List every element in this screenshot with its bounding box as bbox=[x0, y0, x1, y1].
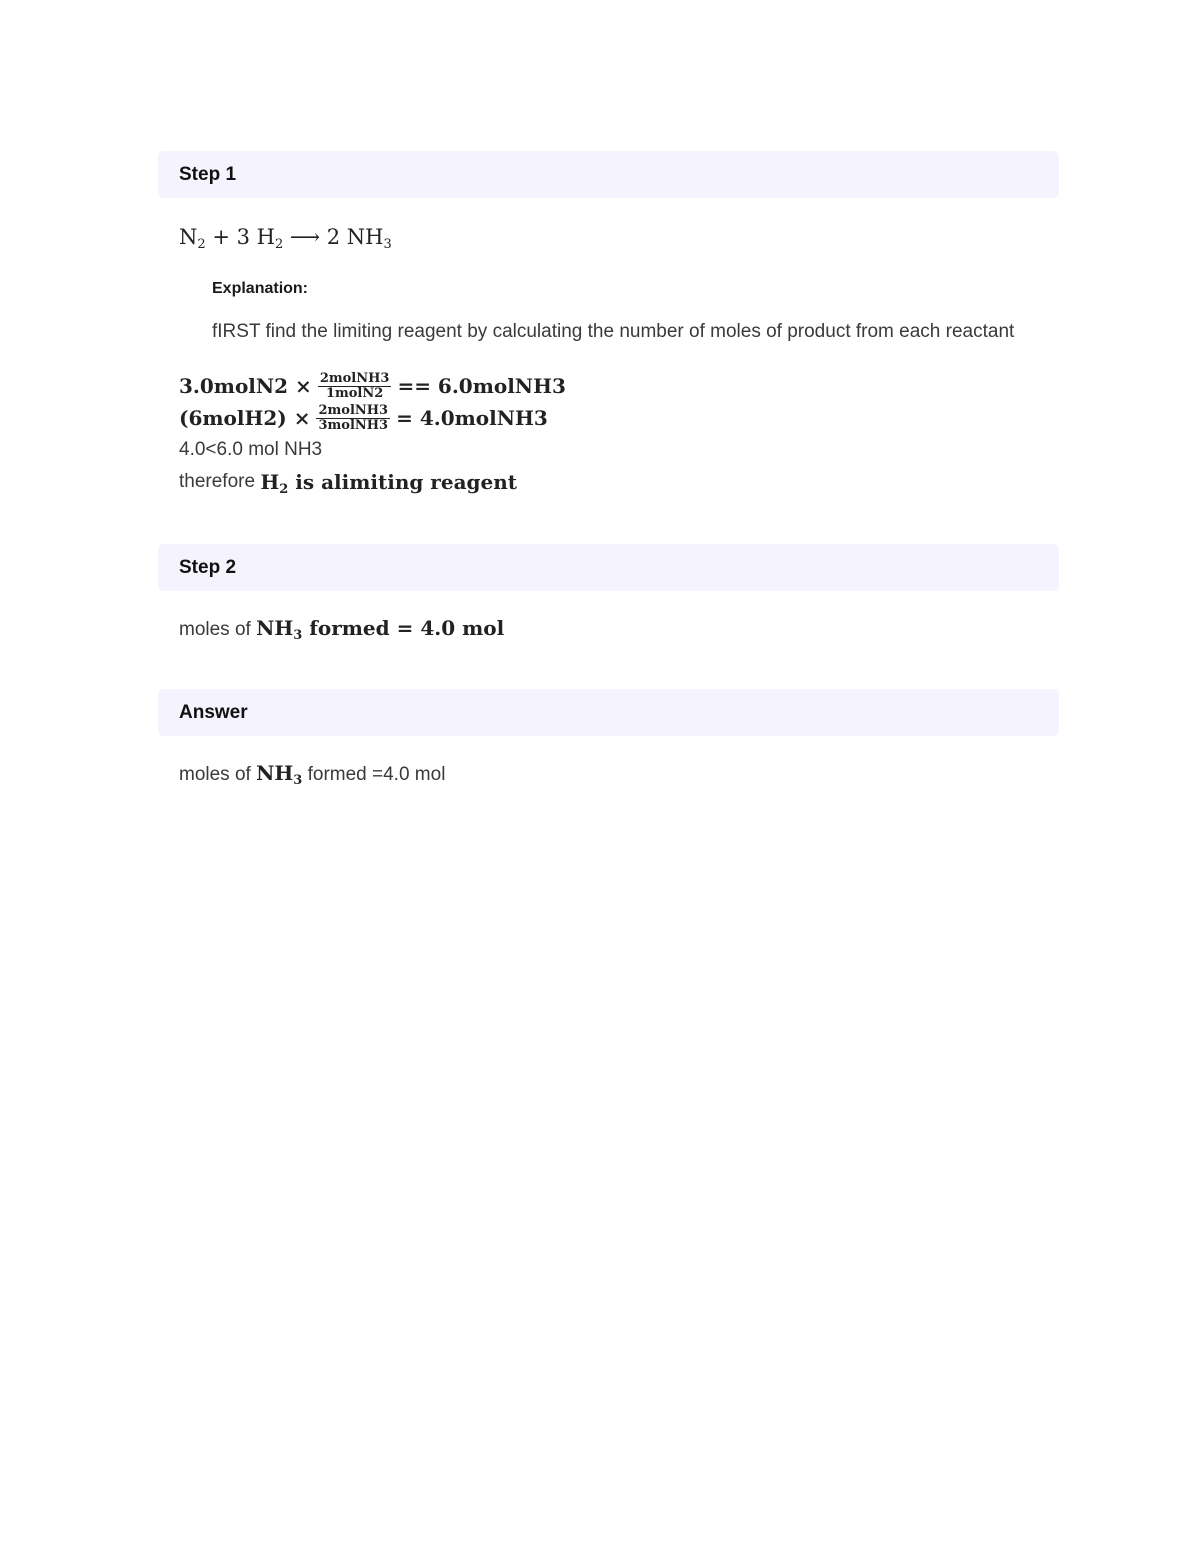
conclusion-h-sub: 2 bbox=[279, 482, 289, 497]
reaction-n2: N bbox=[179, 225, 198, 249]
answer-prefix: moles of bbox=[179, 764, 257, 785]
calc-row-n2 bbox=[179, 370, 1059, 402]
conclusion-line bbox=[179, 466, 1059, 498]
calc2-numerator: 2molNH3 bbox=[318, 402, 389, 418]
step2-nh: NH bbox=[256, 616, 294, 640]
calculation-block bbox=[158, 370, 1059, 498]
calc-row-h2 bbox=[179, 402, 1059, 434]
step1-header bbox=[158, 151, 1059, 198]
calc1-numerator: 2molNH3 bbox=[319, 370, 390, 386]
reaction-plus: + 3 bbox=[205, 225, 257, 249]
answer-result bbox=[158, 760, 1059, 788]
calc2-rhs: = 4.0molNH3 bbox=[396, 406, 548, 430]
explanation-block bbox=[158, 280, 1059, 348]
reaction-nh3: NH bbox=[346, 225, 384, 249]
answer-nh3 bbox=[256, 761, 303, 788]
step2-result bbox=[158, 615, 1059, 643]
conclusion-h bbox=[260, 466, 288, 498]
calc2-fraction bbox=[316, 404, 390, 433]
solution-page bbox=[158, 151, 1059, 788]
answer-sub: 3 bbox=[293, 773, 303, 788]
calc1-denominator: 1molN2 bbox=[325, 385, 384, 401]
explanation-text: fIRST find the limiting reagent by calculating the number of moles of product from each reactant bbox=[212, 321, 1015, 342]
calc2-lhs: (6molH2) × bbox=[179, 406, 311, 430]
step2-prefix: moles of bbox=[179, 619, 257, 640]
reaction-n2-sub: 2 bbox=[197, 237, 206, 252]
step2-nh3 bbox=[256, 616, 303, 643]
reaction-h2: H bbox=[256, 225, 275, 249]
reaction-arrow: ⟶ 2 bbox=[283, 225, 347, 249]
answer-nh: NH bbox=[256, 761, 294, 785]
comparison-line: 4.0<6.0 mol NH3 bbox=[179, 439, 323, 460]
step2-title: Step 2 bbox=[179, 556, 237, 578]
calc1-rhs: == 6.0molNH3 bbox=[397, 374, 566, 398]
reaction-h2-sub: 2 bbox=[274, 237, 284, 252]
calc1-fraction bbox=[318, 372, 392, 401]
step2-sub: 3 bbox=[293, 628, 303, 643]
answer-header bbox=[158, 689, 1059, 736]
answer-suffix: formed =4.0 mol bbox=[302, 764, 446, 785]
conclusion-h-letter: H bbox=[260, 470, 280, 494]
conclusion-prefix: therefore bbox=[179, 471, 261, 492]
step2-formula-rest: formed = 4.0 mol bbox=[302, 616, 505, 640]
explanation-label: Explanation: bbox=[212, 280, 309, 297]
calc2-denominator: 3molNH3 bbox=[318, 417, 389, 433]
answer-title: Answer bbox=[179, 701, 248, 723]
conclusion-suffix: is alimiting reagent bbox=[288, 470, 518, 494]
reaction-equation bbox=[158, 224, 1059, 250]
step1-title: Step 1 bbox=[179, 163, 237, 185]
step2-header bbox=[158, 544, 1059, 591]
calc1-lhs: 3.0molN2 × bbox=[179, 374, 312, 398]
reaction-nh3-sub: 3 bbox=[383, 237, 392, 252]
